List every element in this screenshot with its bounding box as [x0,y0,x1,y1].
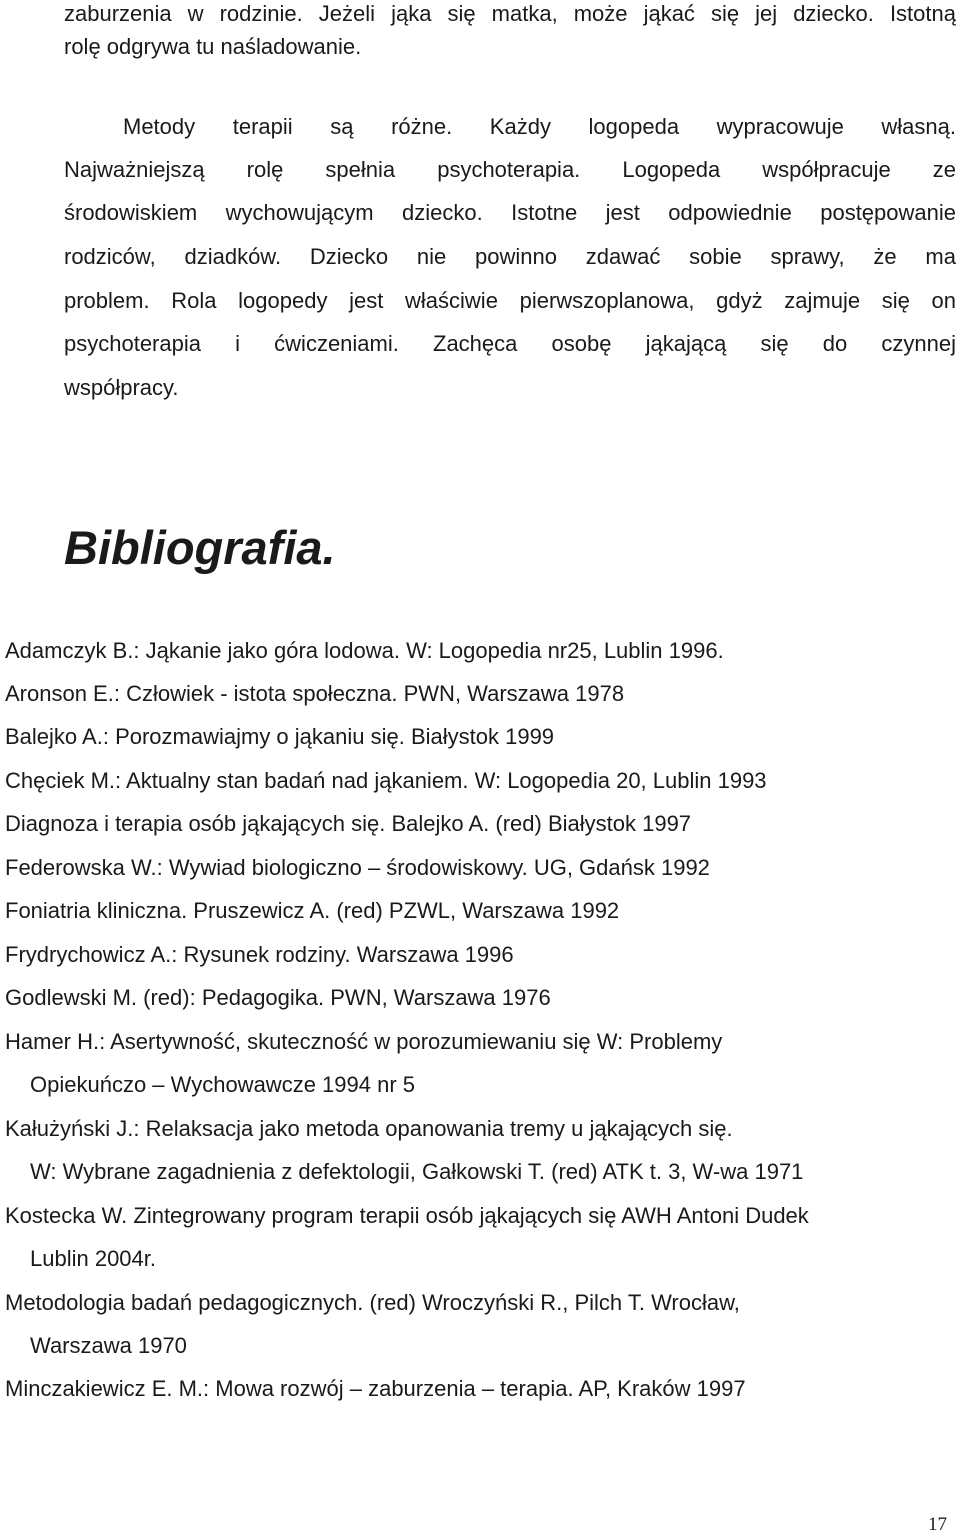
bibliography-entry: Godlewski M. (red): Pedagogika. PWN, Warszawa 1976 [5,985,551,1010]
body-text-line: Metody terapii są różne. Każdy logopeda wypracowuje własną. [123,114,956,139]
body-text-line: Najważniejszą rolę spełnia psychoterapia. Logopeda współpracuje ze [64,157,956,182]
bibliography-entry-continuation: Opiekuńczo – Wychowawcze 1994 nr 5 [30,1072,415,1097]
body-text-line: rolę odgrywa tu naśladowanie. [64,34,362,59]
bibliography-entry: Chęciek M.: Aktualny stan badań nad jąkaniem. W: Logopedia 20, Lublin 1993 [5,768,767,793]
bibliography-entry: Minczakiewicz E. M.: Mowa rozwój – zaburzenia – terapia. AP, Kraków 1997 [5,1376,746,1401]
body-text-line: psychoterapia i ćwiczeniami. Zachęca osobę jąkającą się do czynnej [64,331,956,356]
section-heading: Bibliografia. [64,521,336,574]
bibliography-entry: Aronson E.: Człowiek - istota społeczna. PWN, Warszawa 1978 [5,681,625,706]
bibliography-entry: Foniatria kliniczna. Pruszewicz A. (red) PZWL, Warszawa 1992 [5,898,620,923]
body-text-line: problem. Rola logopedy jest właściwie pierwszoplanowa, gdyż zajmuje się on [64,288,956,313]
bibliography-entry: Kostecka W. Zintegrowany program terapii osób jąkających się AWH Antoni Dudek [5,1203,809,1228]
bibliography-entry: Frydrychowicz A.: Rysunek rodziny. Warszawa 1996 [5,942,514,967]
body-text-line: zaburzenia w rodzinie. Jeżeli jąka się matka, może jąkać się jej dziecko. Istotną [64,1,956,26]
body-text-line: współpracy. [64,375,179,400]
bibliography-entry: Federowska W.: Wywiad biologiczno – środowiskowy. UG, Gdańsk 1992 [5,855,710,880]
bibliography-entry: Balejko A.: Porozmawiajmy o jąkaniu się. Białystok 1999 [5,724,555,749]
bibliography-entry: Hamer H.: Asertywność, skuteczność w porozumiewaniu się W: Problemy [5,1029,723,1054]
bibliography-entry: Adamczyk B.: Jąkanie jako góra lodowa. W: Logopedia nr25, Lublin 1996. [5,638,724,663]
page-number: 17 [928,1514,947,1535]
body-text-line: rodziców, dziadków. Dziecko nie powinno zdawać sobie sprawy, że ma [64,244,956,269]
body-text-line: środowiskiem wychowującym dziecko. Istotne jest odpowiednie postępowanie [64,200,956,225]
bibliography-entry-continuation: Lublin 2004r. [30,1246,156,1271]
bibliography-entry: Metodologia badań pedagogicznych. (red) Wroczyński R., Pilch T. Wrocław, [5,1290,740,1315]
bibliography-entry-continuation: Warszawa 1970 [30,1333,187,1358]
bibliography-entry: Diagnoza i terapia osób jąkających się. Balejko A. (red) Białystok 1997 [5,811,692,836]
bibliography-entry: Kałużyński J.: Relaksacja jako metoda opanowania tremy u jąkających się. [5,1116,733,1141]
bibliography-entry-continuation: W: Wybrane zagadnienia z defektologii, Gałkowski T. (red) ATK t. 3, W-wa 1971 [30,1159,804,1184]
